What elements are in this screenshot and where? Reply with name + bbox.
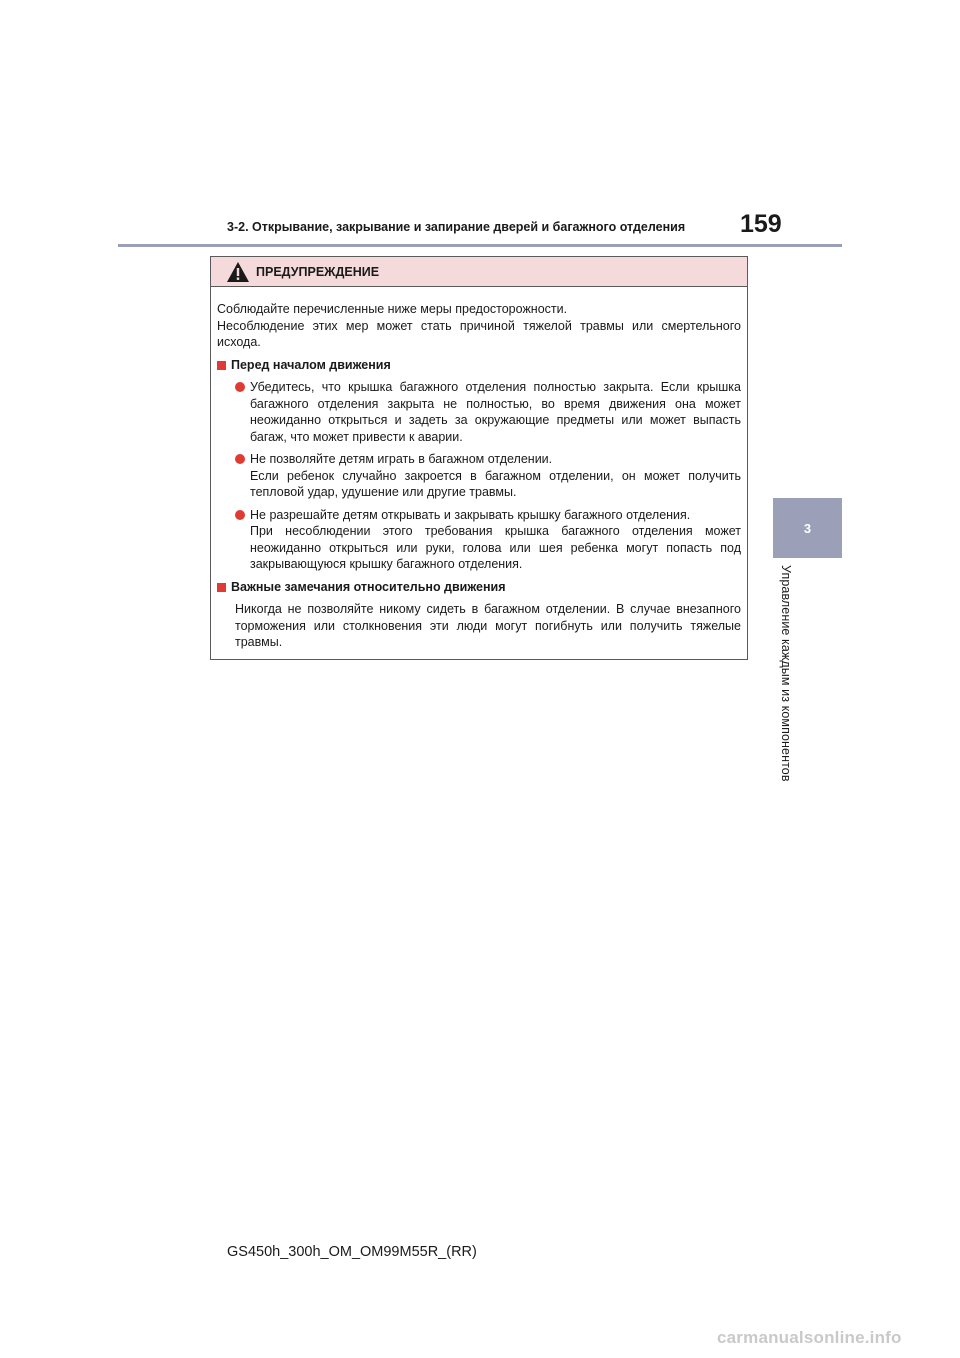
section-title: Важные замечания относительно движения <box>231 579 506 594</box>
bullet-text <box>250 507 741 573</box>
warning-box <box>210 256 748 660</box>
warning-triangle-icon <box>226 261 250 283</box>
chapter-name-vertical: Управление каждым из компонентов <box>779 565 793 782</box>
red-dot-icon <box>235 382 245 392</box>
bullet-detail: Если ребенок случайно закроется в багажном отделении, он может получить тепловой удар, удушение или другие травмы. <box>250 468 741 499</box>
red-square-icon <box>217 583 226 592</box>
header-divider <box>118 244 842 247</box>
section-before-driving <box>217 357 741 374</box>
chapter-tab <box>773 498 842 558</box>
bullet-detail: При несоблюдении этого требования крышка багажного отделения может неожиданно открыться или руки, голова или шея ребенка могут попасть под закрывающуюся крышку багажного отделения. <box>250 524 741 571</box>
watermark: carmanualsonline.info <box>717 1328 902 1347</box>
section-title: Перед началом движения <box>231 357 391 372</box>
bullet-lead: Не разрешайте детям открывать и закрывать крышку багажного отделения. <box>250 507 691 522</box>
red-dot-icon <box>235 510 245 520</box>
list-item <box>235 379 741 445</box>
bullet-lead: Не позволяйте детям играть в багажном отделении. <box>250 452 553 466</box>
list-item <box>235 507 741 573</box>
section-driving-notes <box>217 579 741 596</box>
bullet-text <box>250 451 741 501</box>
intro-line: Несоблюдение этих мер может стать причиной тяжелой травмы или смертельного исхода. <box>217 318 741 349</box>
chapter-number: 3 <box>803 520 812 536</box>
warning-intro <box>217 301 741 351</box>
red-dot-icon <box>235 454 245 464</box>
warning-body <box>211 287 747 651</box>
warning-header <box>211 257 747 287</box>
section-text: Никогда не позволяйте никому сидеть в багажном отделении. В случае внезапного торможения или столкновения эти люди могут погибнуть или получить тяжелые травмы. <box>235 602 741 649</box>
intro-line: Соблюдайте перечисленные ниже меры предосторожности. <box>217 302 568 316</box>
document-code: GS450h_300h_OM_OM99M55R_(RR) <box>227 1244 477 1260</box>
warning-label: ПРЕДУПРЕЖДЕНИЕ <box>256 264 380 279</box>
page-number: 159 <box>740 210 782 238</box>
red-square-icon <box>217 361 226 370</box>
section-header-title: 3-2. Открывание, закрывание и запирание дверей и багажного отделения <box>227 220 686 234</box>
bullet-text: Убедитесь, что крышка багажного отделения полностью закрыта. Если крышка багажного отделения закрыта не полностью, во время движения она может неожиданно открыться и задеть за окружающие предметы или может выпасть багаж, что может привести к аварии. <box>250 380 741 444</box>
list-item <box>235 451 741 501</box>
